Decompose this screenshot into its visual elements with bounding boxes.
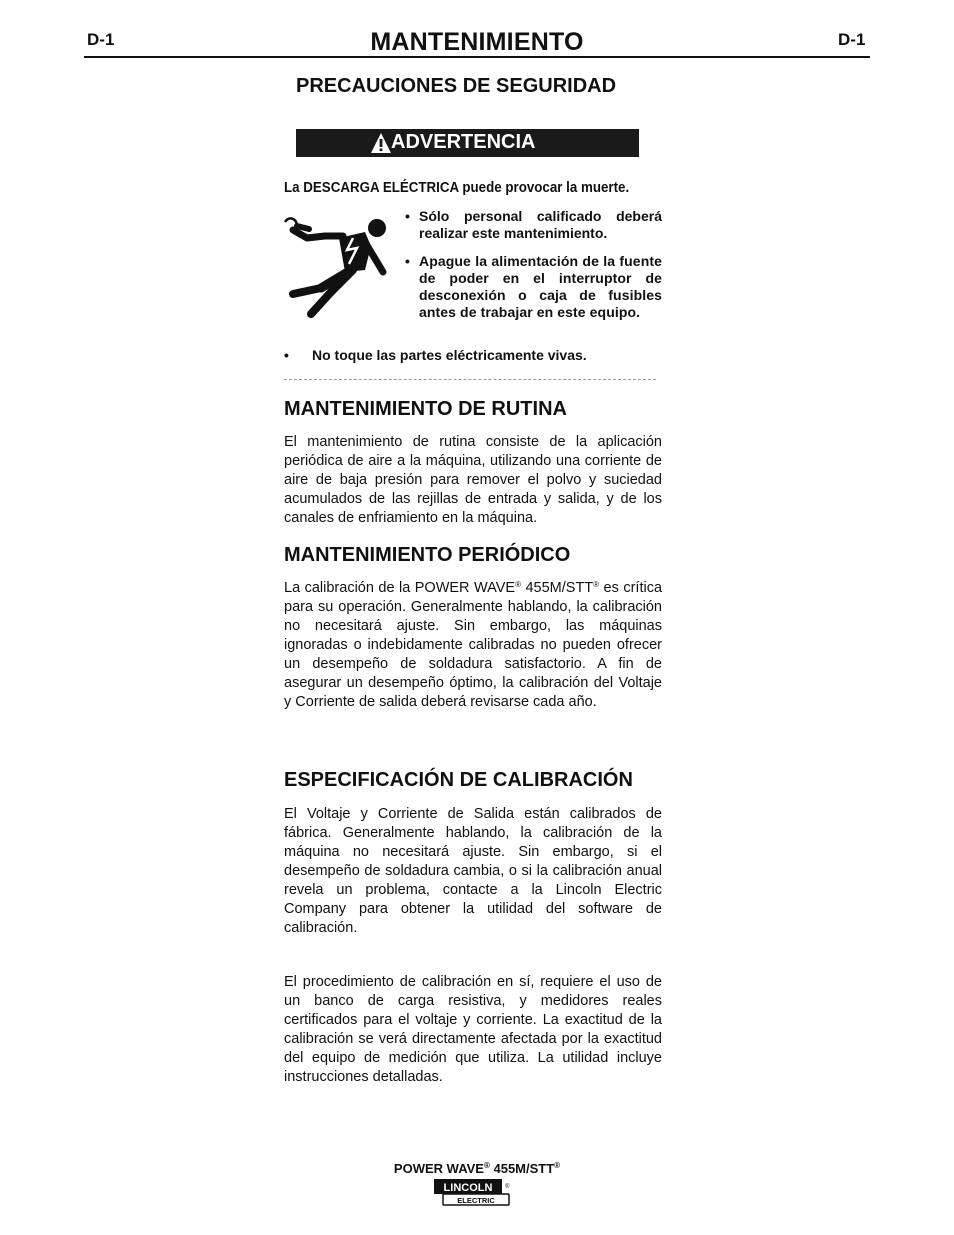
safety-bullet xyxy=(405,253,662,321)
safety-heading: PRECAUCIONES DE SEGURIDAD xyxy=(296,75,617,97)
footer-model-a: POWER WAVE xyxy=(393,1161,484,1176)
bullet-text: Apague la alimentación de la fuente de poder en el interruptor de desconexión o caja de fusibles antes de trabajar en este equipo. xyxy=(419,253,662,320)
warning-triangle-icon xyxy=(370,132,392,154)
periodic-text-b: 455M/STT xyxy=(521,580,594,596)
routine-paragraph: El mantenimiento de rutina consiste de la aplicación periódica de aire a la máquina, utilizando una corriente de aire de baja presión para remover el polvo y suciedad acumulados de las rejillas de entrada y salida, y de los canales de enfriamiento en la máquina. xyxy=(284,434,662,526)
page-code-left: D-1 xyxy=(87,30,115,49)
logo-reg: ® xyxy=(505,1184,510,1190)
registered-mark: ® xyxy=(515,580,521,589)
logo-top-text: LINCOLN xyxy=(443,1182,493,1194)
calibration-heading: ESPECIFICACIÓN DE CALIBRACIÓN xyxy=(284,769,633,791)
shock-heading: La DESCARGA ELÉCTRICA puede provocar la muerte. xyxy=(284,180,630,196)
routine-heading: MANTENIMIENTO DE RUTINA xyxy=(284,398,567,420)
safety-bullet xyxy=(284,347,662,364)
page-code-right: D-1 xyxy=(838,30,866,49)
bullet-dot: • xyxy=(405,208,410,224)
logo-bottom-text: ELECTRIC xyxy=(457,1196,495,1205)
warning-label: ADVERTENCIA xyxy=(391,131,536,153)
registered-mark: ® xyxy=(593,580,600,589)
lincoln-electric-logo xyxy=(433,1178,513,1208)
footer-model-b: 455M/STT xyxy=(489,1161,555,1176)
safety-bullet xyxy=(405,208,662,242)
periodic-paragraph xyxy=(284,579,662,712)
section-divider xyxy=(284,379,656,380)
registered-mark: ® xyxy=(483,1161,490,1170)
header-rule xyxy=(84,56,870,58)
footer-model xyxy=(0,1161,954,1176)
calibration-paragraph: El procedimiento de calibración en sí, requiere el uso de un banco de carga resistiva, y medidores reales certificados para el voltaje y corriente. La exactitud de la calibración se verá directamente afectada por la exactitud del equipo de medición que utiliza. La utilidad incluye instrucciones detalladas. xyxy=(284,974,662,1085)
periodic-heading: MANTENIMIENTO PERIÓDICO xyxy=(284,544,571,566)
registered-mark: ® xyxy=(554,1161,561,1170)
bullet-dot: • xyxy=(405,253,411,269)
periodic-text-c: es crítica para su operación. Generalmente hablando, la calibración no necesitará ajuste. Sin embargo, las máquinas ignoradas o indebidamente calibradas no pueden ofrecer un desempeño de soldadura satisfactorio. A fin de asegurar un desempeño óptimo, la calibración del Voltaje y Corriente de salida deberá revisarse cada año. xyxy=(284,580,663,710)
periodic-text-a: La calibración de la POWER WAVE xyxy=(284,580,516,596)
bullet-text: No toque las partes eléctricamente vivas. xyxy=(312,347,587,363)
calibration-paragraph: El Voltaje y Corriente de Salida están calibrados de fábrica. Generalmente hablando, la calibración de la máquina no necesitará ajuste. Sin embargo, si el desempeño de soldadura cambia, o si la calibración anual revela un problema, contacte a la Lincoln Electric Company para obtener la utilidad del software de calibración. xyxy=(284,806,662,936)
bullet-dot: • xyxy=(284,347,289,363)
bullet-text: Sólo personal calificado deberá realizar este mantenimiento. xyxy=(419,208,662,241)
warning-banner xyxy=(296,129,639,157)
electric-shock-icon xyxy=(281,212,397,324)
page-title: MANTENIMIENTO xyxy=(370,28,584,56)
